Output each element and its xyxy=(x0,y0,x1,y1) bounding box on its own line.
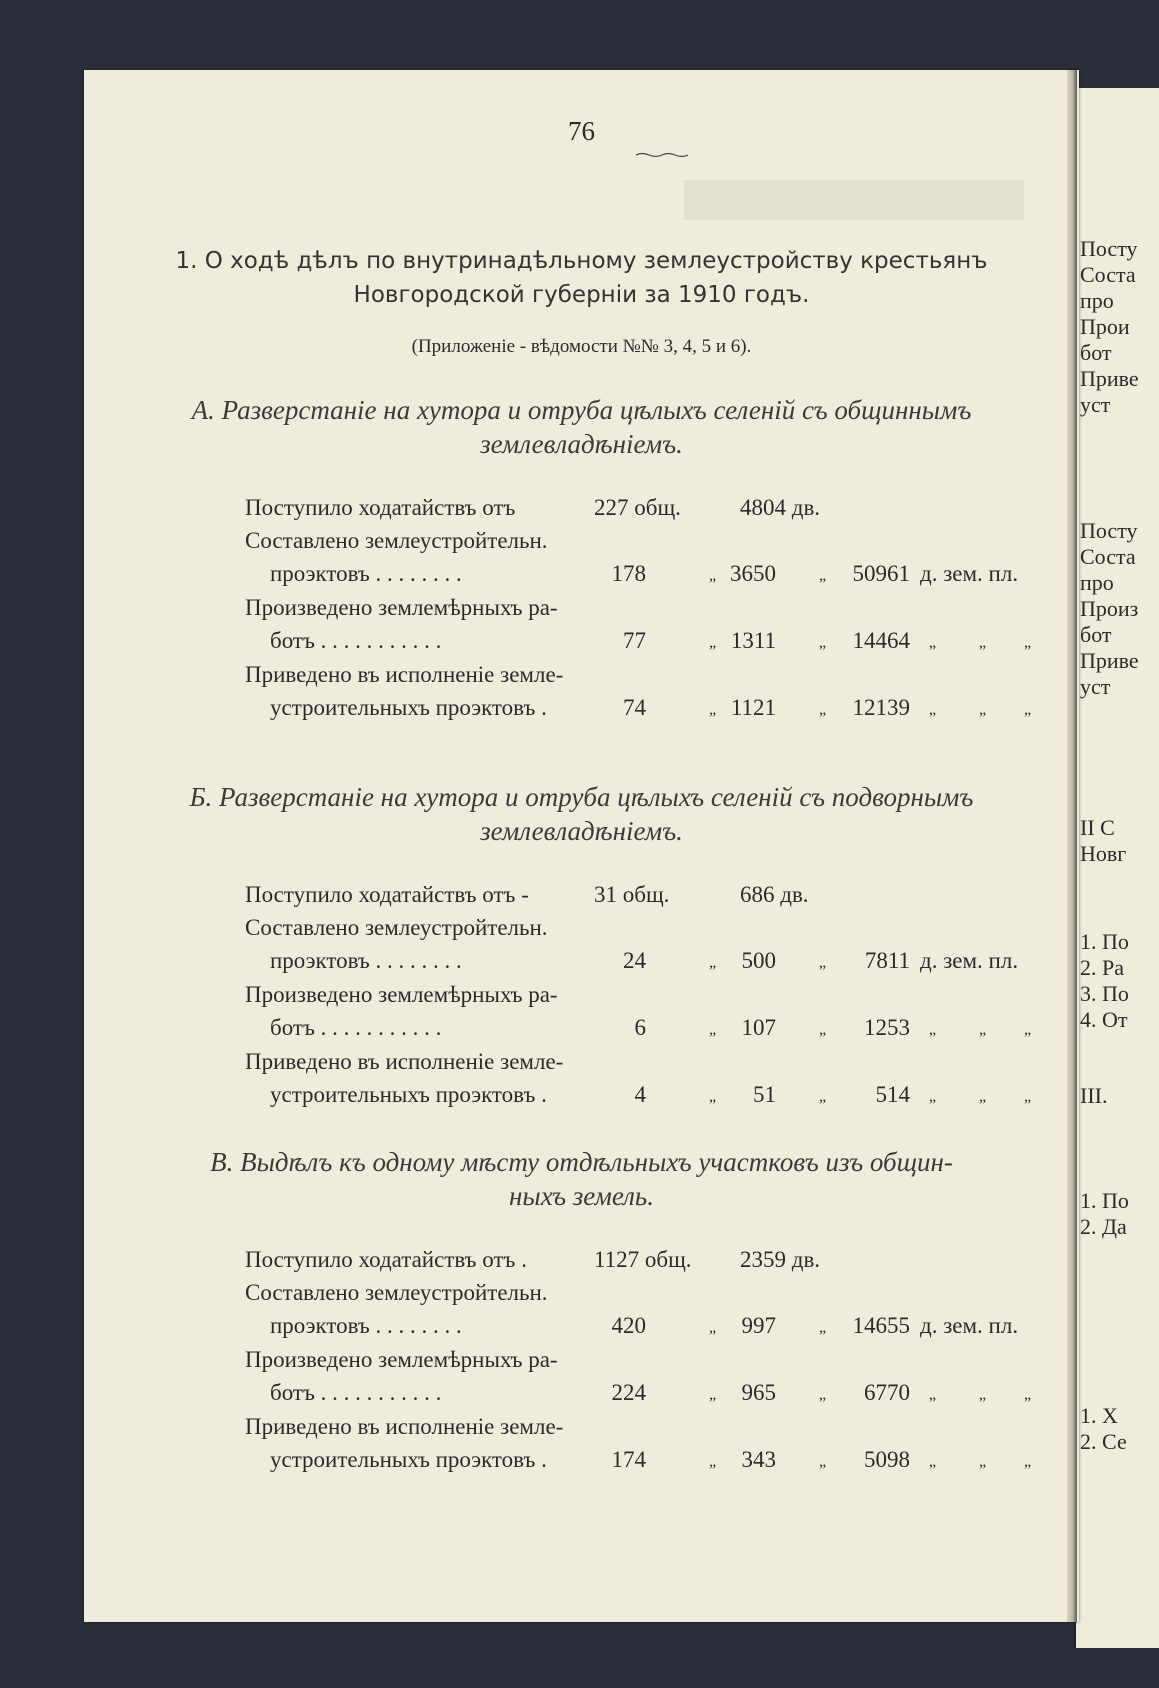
value-communities: 420 xyxy=(611,1313,646,1338)
value-households: 343 xyxy=(741,1447,776,1472)
adjacent-page-text: про xyxy=(1080,570,1114,595)
value-area: 5098 xyxy=(864,1447,910,1472)
value-area: 6770 xyxy=(864,1380,910,1405)
table-row xyxy=(84,695,1079,727)
value-households: 1121 xyxy=(730,695,776,720)
table-row xyxy=(84,982,1079,1014)
table-row xyxy=(84,915,1079,947)
adjacent-page-text: Приве xyxy=(1080,366,1139,391)
value-households: 107 xyxy=(741,1015,776,1040)
ditto-mark: „ xyxy=(929,634,937,651)
row-label-cont: проэктовъ . . . . . . . . xyxy=(270,561,462,586)
count-households: 4804 дв. xyxy=(740,495,821,520)
row-label-cont: ботъ . . . . . . . . . . . xyxy=(270,1380,442,1405)
ditto-mark: „ xyxy=(709,701,717,718)
table-row xyxy=(84,1347,1079,1379)
row-label: Произведено землемѣрныхъ ра- xyxy=(245,595,558,620)
row-label-cont: проэктовъ . . . . . . . . xyxy=(270,948,462,973)
ditto-mark: „ xyxy=(819,701,827,718)
adjacent-page-text: уст xyxy=(1080,674,1111,699)
adjacent-page-text: Соста xyxy=(1080,262,1136,287)
table-row xyxy=(84,1313,1079,1345)
section-heading: А. Разверстаніе на хутора и отруба цѣлыхъ селеній съ общиннымъ xyxy=(191,395,972,425)
ditto-mark: „ xyxy=(709,567,717,584)
ditto-mark: „ xyxy=(929,1021,937,1038)
row-label-cont: проэктовъ . . . . . . . . xyxy=(270,1313,462,1338)
value-area: 1253 xyxy=(864,1015,910,1040)
ditto-mark: „ xyxy=(819,1319,827,1336)
adjacent-page-text: Соста xyxy=(1080,544,1136,569)
row-label: Составлено землеустройтельн. xyxy=(245,528,548,553)
ditto-mark: „ xyxy=(709,1021,717,1038)
value-households: 1311 xyxy=(730,628,776,653)
adjacent-page-text: 4. От xyxy=(1080,1007,1128,1032)
value-households: 997 xyxy=(741,1313,776,1338)
value-households: 500 xyxy=(741,948,776,973)
unit-label: д. зем. пл. xyxy=(920,1313,1019,1338)
table-row xyxy=(84,882,1079,914)
ditto-mark: „ xyxy=(979,634,987,651)
adjacent-page-text: 1. По xyxy=(1080,1188,1129,1213)
adjacent-page-text: уст xyxy=(1080,392,1111,417)
ditto-mark: „ xyxy=(819,567,827,584)
page-number: 76 xyxy=(568,116,595,146)
ditto-mark: „ xyxy=(1024,1021,1032,1038)
ditto-mark: „ xyxy=(819,1453,827,1470)
document-title-line1: 1. О ходѣ дѣлъ по внутринадѣльному землеустройству крестьянъ xyxy=(175,248,988,274)
value-communities: 77 xyxy=(623,628,646,653)
ditto-mark: „ xyxy=(709,1088,717,1105)
row-label-cont: устроительныхъ проэктовъ . xyxy=(270,1082,547,1107)
bleed-through xyxy=(684,180,1024,220)
ditto-mark: „ xyxy=(819,954,827,971)
section-heading-cont: ныхъ земель. xyxy=(509,1181,654,1211)
count-households: 2359 дв. xyxy=(740,1247,821,1272)
row-label: Произведено землемѣрныхъ ра- xyxy=(245,982,558,1007)
ditto-mark: „ xyxy=(929,1453,937,1470)
value-area: 514 xyxy=(875,1082,910,1107)
table-row xyxy=(84,1082,1079,1114)
adjacent-page-text: Произ xyxy=(1080,596,1139,621)
row-label: Составлено землеустройтельн. xyxy=(245,1280,548,1305)
row-label-cont: ботъ . . . . . . . . . . . xyxy=(270,628,442,653)
document-subtitle: (Приложеніе - вѣдомости №№ 3, 4, 5 и 6). xyxy=(411,336,752,357)
ditto-mark: „ xyxy=(1024,1386,1032,1403)
row-label: Произведено землемѣрныхъ ра- xyxy=(245,1347,558,1372)
table-row xyxy=(84,1380,1079,1412)
section-heading: Б. Разверстаніе на хутора и отруба цѣлыхъ селеній съ подворнымъ xyxy=(189,782,974,812)
adjacent-page-text: II С xyxy=(1080,815,1115,840)
count-communities: 1127 общ. xyxy=(594,1247,692,1272)
table-row xyxy=(84,595,1079,627)
ditto-mark: „ xyxy=(979,1088,987,1105)
row-label-cont: устроительныхъ проэктовъ . xyxy=(270,695,547,720)
unit-label: д. зем. пл. xyxy=(920,561,1019,586)
ditto-mark: „ xyxy=(929,1088,937,1105)
table-row xyxy=(84,1280,1079,1312)
count-communities: 31 общ. xyxy=(594,882,670,907)
value-communities: 4 xyxy=(634,1082,646,1107)
ditto-mark: „ xyxy=(709,1453,717,1470)
value-communities: 24 xyxy=(623,948,646,973)
table-row xyxy=(84,948,1079,980)
ditto-mark: „ xyxy=(709,634,717,651)
section-heading: В. Выдѣлъ къ одному мѣсту отдѣльныхъ участковъ изъ общин- xyxy=(210,1147,953,1177)
ditto-mark: „ xyxy=(1024,701,1032,718)
ditto-mark: „ xyxy=(709,954,717,971)
adjacent-page-text: 2. Се xyxy=(1080,1429,1127,1454)
table-row xyxy=(84,662,1079,694)
unit-label: д. зем. пл. xyxy=(920,948,1019,973)
table-row xyxy=(84,1447,1079,1479)
ditto-mark: „ xyxy=(1024,634,1032,651)
book-spine xyxy=(1067,70,1077,1622)
table-row xyxy=(84,561,1079,593)
ditto-mark: „ xyxy=(979,1386,987,1403)
table-row xyxy=(84,495,1079,527)
ditto-mark: „ xyxy=(819,1386,827,1403)
table-row xyxy=(84,1247,1079,1279)
value-households: 965 xyxy=(741,1380,776,1405)
value-communities: 178 xyxy=(611,561,646,586)
document-title-line2: Новгородской губерніи за 1910 годъ. xyxy=(353,282,810,308)
row-label: Поступило ходатайствъ отъ . xyxy=(245,1247,527,1272)
value-communities: 224 xyxy=(611,1380,646,1405)
ditto-mark: „ xyxy=(929,701,937,718)
document-page xyxy=(84,70,1079,1622)
ditto-mark: „ xyxy=(819,1021,827,1038)
row-label: Приведено въ исполненіе земле- xyxy=(245,1049,564,1074)
row-label: Поступило ходатайствъ отъ - xyxy=(245,882,529,907)
value-area: 50961 xyxy=(852,561,910,586)
ditto-mark: „ xyxy=(979,1453,987,1470)
adjacent-page-text: Посту xyxy=(1080,236,1138,261)
row-label: Приведено въ исполненіе земле- xyxy=(245,662,564,687)
row-label: Приведено въ исполненіе земле- xyxy=(245,1414,564,1439)
ditto-mark: „ xyxy=(819,1088,827,1105)
value-communities: 6 xyxy=(634,1015,646,1040)
value-communities: 174 xyxy=(611,1447,646,1472)
adjacent-page-text: 1. По xyxy=(1080,929,1129,954)
count-communities: 227 общ. xyxy=(594,495,681,520)
row-label-cont: ботъ . . . . . . . . . . . xyxy=(270,1015,442,1040)
adjacent-page-text: Приве xyxy=(1080,648,1139,673)
row-label: Поступило ходатайствъ отъ xyxy=(245,495,516,520)
adjacent-page-text: бот xyxy=(1080,622,1112,647)
table-row xyxy=(84,628,1079,660)
adjacent-page-text: 1. Х xyxy=(1080,1403,1118,1428)
adjacent-page-text: Новг xyxy=(1080,841,1127,866)
ditto-mark: „ xyxy=(1024,1453,1032,1470)
row-label-cont: устроительныхъ проэктовъ . xyxy=(270,1447,547,1472)
section-heading-cont: землевладѣніемъ. xyxy=(480,429,683,459)
adjacent-page-text: 2. Да xyxy=(1080,1214,1127,1239)
table-row xyxy=(84,1049,1079,1081)
adjacent-page-text: 2. Ра xyxy=(1080,955,1124,980)
section-heading-cont: землевладѣніемъ. xyxy=(480,816,683,846)
value-area: 7811 xyxy=(864,948,910,973)
ditto-mark: „ xyxy=(979,1021,987,1038)
ditto-mark: „ xyxy=(929,1386,937,1403)
value-area: 14655 xyxy=(852,1313,910,1338)
ditto-mark: „ xyxy=(819,634,827,651)
adjacent-page-text: бот xyxy=(1080,340,1112,365)
table-row xyxy=(84,1414,1079,1446)
adjacent-page-text: Прои xyxy=(1080,314,1130,339)
count-households: 686 дв. xyxy=(740,882,809,907)
row-label: Составлено землеустройтельн. xyxy=(245,915,548,940)
adjacent-page-text: III. xyxy=(1080,1083,1108,1108)
ditto-mark: „ xyxy=(709,1386,717,1403)
value-communities: 74 xyxy=(623,695,646,720)
adjacent-page-text: 3. По xyxy=(1080,981,1129,1006)
ditto-mark: „ xyxy=(979,701,987,718)
ditto-mark: „ xyxy=(1024,1088,1032,1105)
table-row xyxy=(84,1015,1079,1047)
adjacent-page-edge xyxy=(1074,88,1159,1648)
ditto-mark: „ xyxy=(709,1319,717,1336)
value-area: 12139 xyxy=(852,695,910,720)
value-area: 14464 xyxy=(852,628,910,653)
value-households: 51 xyxy=(753,1082,776,1107)
adjacent-page-text: про xyxy=(1080,288,1114,313)
value-households: 3650 xyxy=(730,561,776,586)
table-row xyxy=(84,528,1079,560)
ornament-tilde xyxy=(636,152,688,158)
adjacent-page-text: Посту xyxy=(1080,518,1138,543)
